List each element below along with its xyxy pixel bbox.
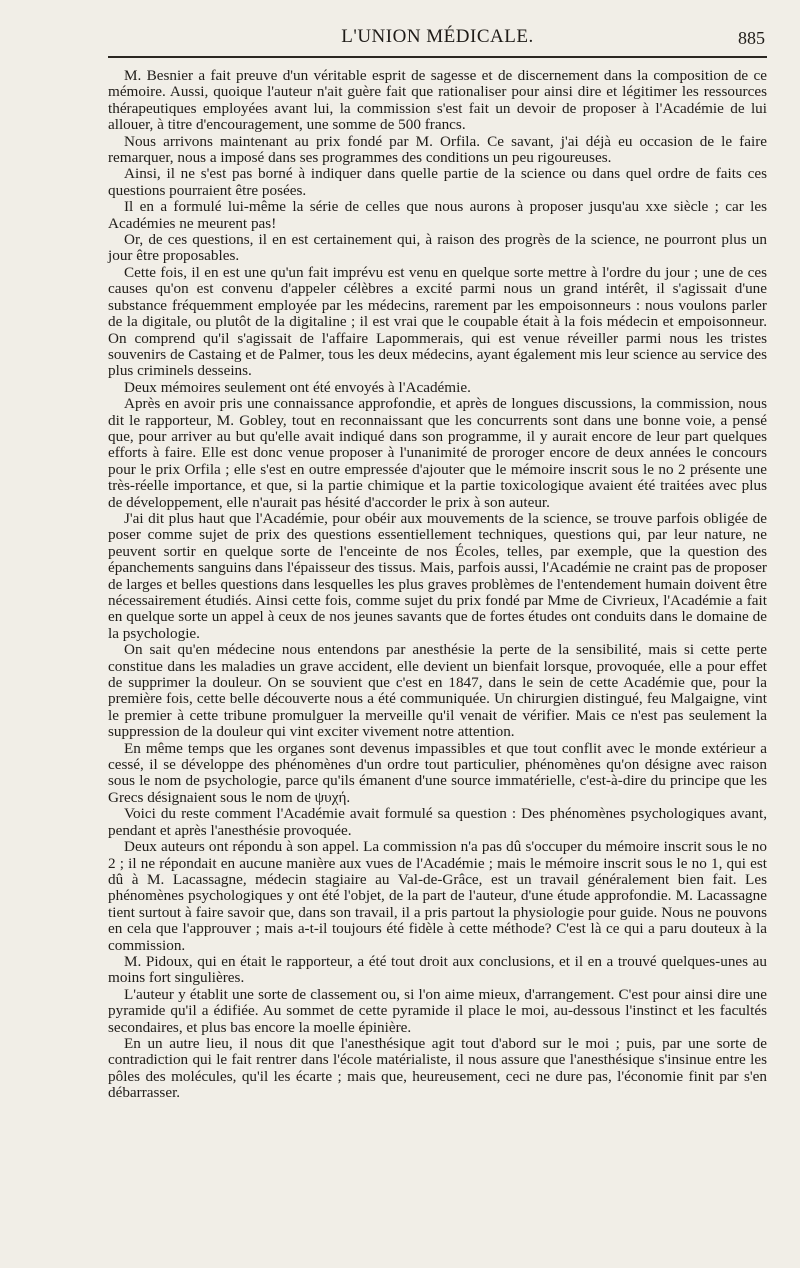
running-title: L'UNION MÉDICALE. — [341, 26, 534, 47]
paragraph-9: J'ai dit plus haut que l'Académie, pour obéir aux mouvements de la science, se trouve parfois obligée de poser comme sujet de prix des questions essentiellement techniques, questions qui, par leur nature, ne peuvent sortir en quelque sorte de l'enceinte de nos Écoles, telles, par exemple, que la question des épanchements sanguins dans l'épaisseur des tissus. Mais, parfois aussi, l'Académie ne craint pas de proposer de larges et belles questions dans lesquelles les plus graves problèmes de l'entendement humain doivent être nécessairement étudiés. Ainsi cette fois, comme sujet du prix fondé par Mme de Civrieux, l'Académie a fait en quelque sorte un appel à ceux de nos jeunes savants que de fortes études ont conduits dans le domaine de la psychologie. — [108, 509, 767, 642]
paragraph-4: Il en a formulé lui-même la série de celles que nous aurons à proposer jusqu'au xxe siècle ; car les Académies ne meurent pas! — [108, 198, 767, 232]
paragraph-7: Deux mémoires seulement ont été envoyés à l'Académie. — [124, 378, 471, 396]
article-body — [108, 68, 767, 1102]
paragraph-13: Deux auteurs ont répondu à son appel. La commission n'a pas dû s'occuper du mémoire inscrit sous le no 2 ; il ne répondait en aucune manière aux vues de l'Académie ; mais le mémoire inscrit sous le no 1, qui est dû à M. Lacassagne, médecin stagiaire au Val-de-Grâce, est un travail généralement bien fait. Les phénomènes psychologiques y ont été l'objet, de la part de l'auteur, d'une étude approfondie. M. Lacassagne tient surtout à faire savoir que, dans son travail, il a pris partout la physiologie pour guide. Nous ne pouvons en cela que l'approuver ; mais a-t-il toujours été fidèle à cette méthode? C'est là ce qui a paru douteux à la commission. — [108, 838, 767, 954]
paragraph-8: Après en avoir pris une connaissance approfondie, et après de longues discussions, la commission, nous dit le rapporteur, M. Gobley, tout en reconnaissant que les concurrents sont dans une bonne voie, a pensé que, pour arriver au but qu'elle avait indiqué dans son programme, il y aurait encore de leur part quelques efforts à faire. Elle est donc venue proposer à l'unanimité de proroger encore de deux années le concours pour le prix Orfila ; elle s'est en outre empressée d'ajouter que le mémoire inscrit sous le no 2 présente une très-réelle importance, et que, si la partie chimique et la partie toxicologique avaient été traitées avec plus de développement, elle n'aurait pas hésité d'accorder le prix à son auteur. — [108, 395, 767, 511]
page-header — [108, 22, 767, 56]
page-number: 885 — [738, 28, 765, 48]
paragraph-5: Or, de ces questions, il en est certainement qui, à raison des progrès de la science, ne pourront plus un jour être proposables. — [108, 231, 767, 265]
paragraph-10: On sait qu'en médecine nous entendons par anesthésie la perte de la sensibilité, mais si cette perte constitue dans les maladies un grave accident, elle devient un bienfait lorsque, provoquée, elle a pour effet de supprimer la douleur. On se souvient que c'est en 1847, dans le sein de cette Académie que, pour la première fois, cette belle découverte nous a été communiquée. Un chirurgien distingué, feu Malgaigne, vint le premier à cette tribune promulguer la merveille qu'il venait de vérifier. Mais ce n'est pas seulement la suppression de la douleur qui vint exciter vivement notre attention. — [108, 641, 767, 741]
paragraph-14: M. Pidoux, qui en était le rapporteur, a été tout droit aux conclusions, et il en a trouvé quelques-unes au moins fort singulières. — [108, 952, 767, 987]
paragraph-6: Cette fois, il en est une qu'un fait imprévu est venu en quelque sorte mettre à l'ordre du jour ; une de ces causes qu'on est convenu d'appeler célèbres a excité parmi nous un grand intérêt, il s'agissait d'une substance fréquemment employée par les médecins, rarement par les empoisonneurs : nous voulons parler de la digitale, ou plutôt de la digitaline ; il est vrai que le coupable était à la fois médecin et empoisonneur. On comprend qu'il s'agissait de l'affaire Lapommerais, qui est venue réveiller parmi nous les tristes souvenirs de Castaing et de Palmer, tous les deux médecins, ayant également mis leur science au service des plus criminels desseins. — [108, 263, 767, 380]
header-rule — [108, 56, 767, 58]
paragraph-1: M. Besnier a fait preuve d'un véritable esprit de sagesse et de discernement dans la composition de ce mémoire. Aussi, quoique l'auteur n'ait guère fait que rationaliser pour ainsi dire et légitimer les ressources thérapeutiques employées avant lui, la commission s'est fait un devoir de proposer à l'Académie de lui allouer, à titre d'encouragement, une somme de 500 francs. — [108, 67, 767, 134]
paragraph-3: Ainsi, il ne s'est pas borné à indiquer dans quelle partie de la science ou dans quel ordre de faits ces questions pourraient être posées. — [108, 165, 767, 199]
paragraph-16: En un autre lieu, il nous dit que l'anesthésique agit tout d'abord sur le moi ; puis, par une sorte de contradiction qui le fait rentrer dans l'école matérialiste, il nous assure que l'anesthésique s'insinue entre les pôles des molécules, qu'il les écarte ; mais que, heureusement, ceci ne dure pas, l'économie finit par s'en débarrasser. — [108, 1034, 767, 1102]
paragraph-11: En même temps que les organes sont devenus impassibles et que tout conflit avec le monde extérieur a cessé, il se développe des phénomènes d'un ordre tout particulier, phénomènes qu'on désigne avec raison sous le nom de psychologie, parce qu'ils émanent d'une source immatérielle, c'est-à-dire du principe que les Grecs désignaient sous le nom de ψυχή. — [108, 739, 767, 806]
paragraph-15: L'auteur y établit une sorte de classement ou, si l'on aime mieux, d'arrangement. C'est pour ainsi dire une pyramide qu'il a édifiée. Au sommet de cette pyramide il place le moi, au-dessous l'instinct et les facultés secondaires, et plus bas encore la moelle épinière. — [108, 985, 767, 1036]
paragraph-2: Nous arrivons maintenant au prix fondé par M. Orfila. Ce savant, j'ai déjà eu occasion de le faire remarquer, nous a imposé dans ses programmes des conditions un peu rigoureuses. — [108, 132, 767, 167]
paragraph-12: Voici du reste comment l'Académie avait formulé sa question : Des phénomènes psychologiques avant, pendant et après l'anesthésie provoquée. — [108, 805, 767, 839]
